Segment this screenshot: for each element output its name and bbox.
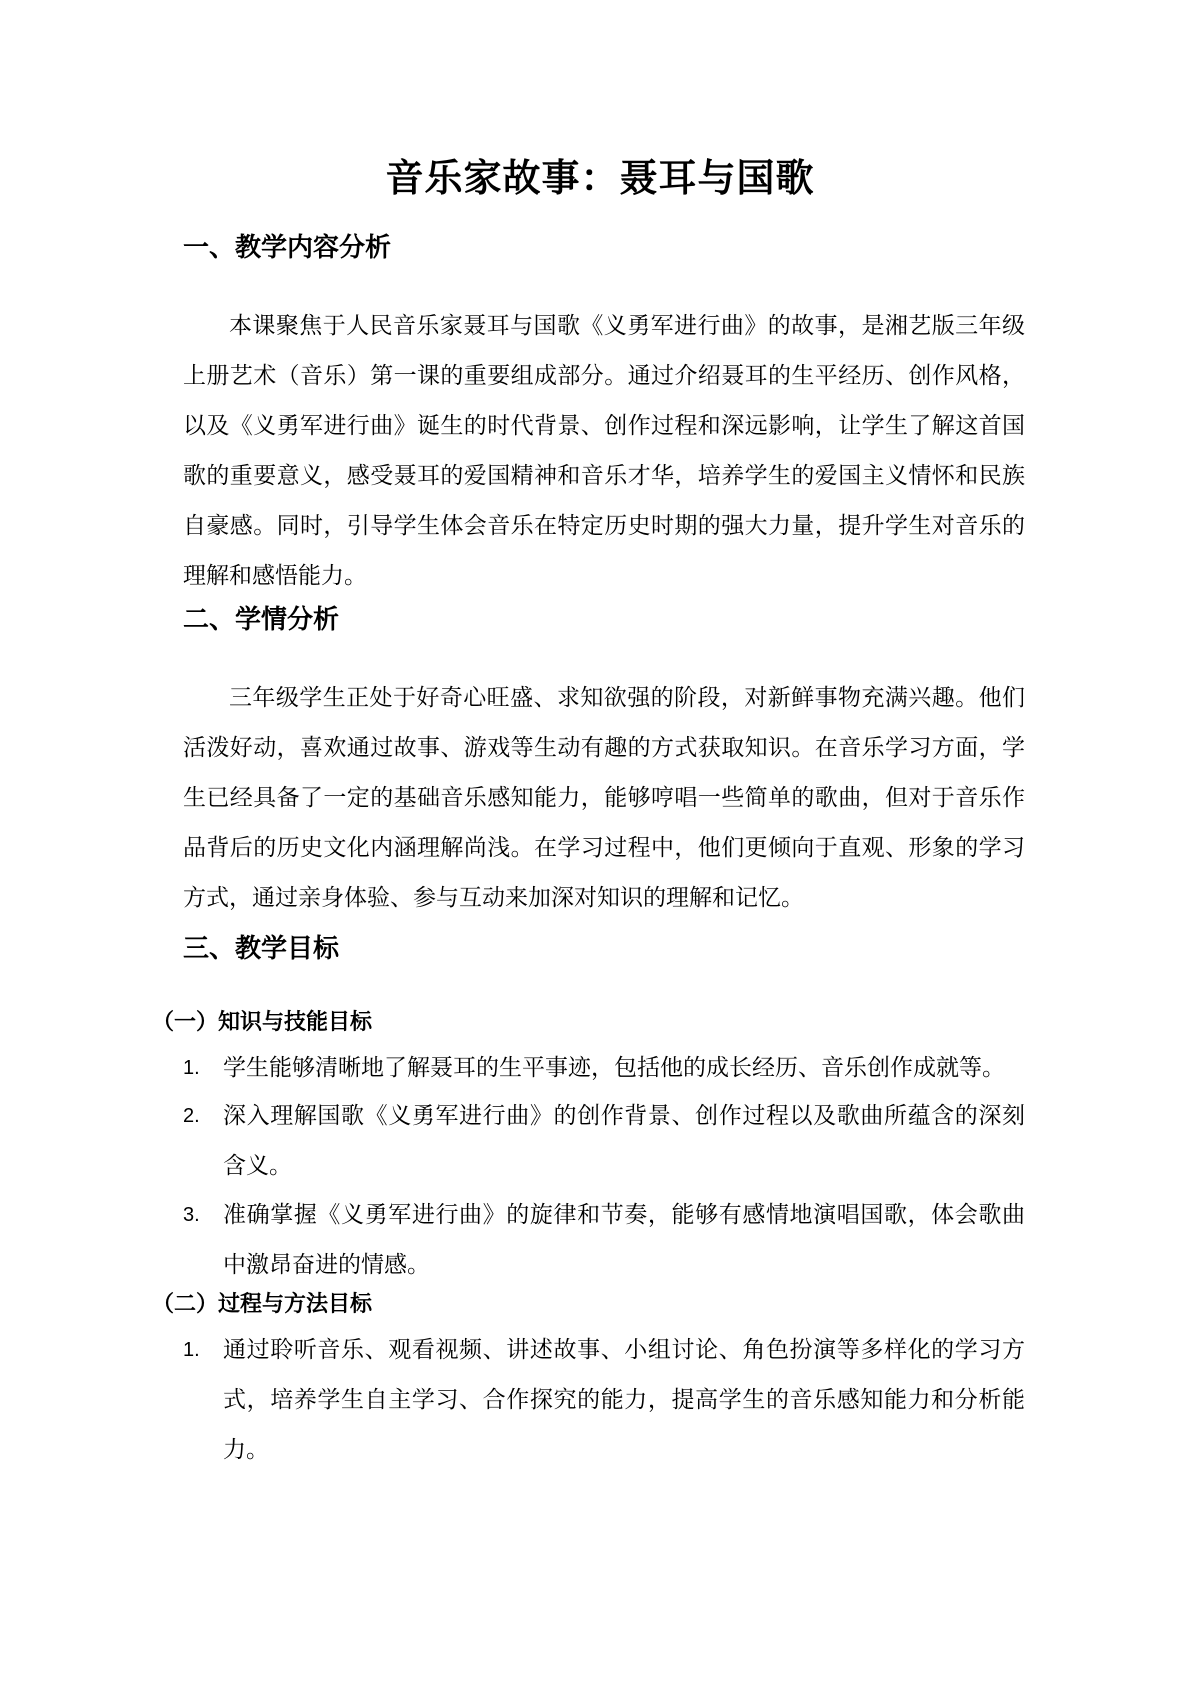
section-heading-teaching-goals: 三、教学目标 bbox=[183, 934, 340, 964]
paragraph-content-analysis: 本课聚焦于人民音乐家聂耳与国歌《义勇军进行曲》的故事，是湘艺版三年级上册艺术（音乐）第一课的重要组成部分。通过介绍聂耳的生平经历、创作风格，以及《义勇军进行曲》诞生的时代背景、创作过程和深远影响，让学生了解这首国歌的重要意义，感受聂耳的爱国精神和音乐才华，培养学生的爱国主义情怀和民族自豪感。同时，引导学生体会音乐在特定历史时期的强大力量，提升学生对音乐的理解和感悟能力。 bbox=[183, 313, 1025, 589]
section-heading-content-analysis: 一、教学内容分析 bbox=[183, 233, 392, 263]
subsection-heading-knowledge-skills: （一）知识与技能目标 bbox=[152, 1010, 373, 1035]
page-title: 音乐家故事：聂耳与国歌 bbox=[385, 156, 815, 200]
list-item-text: 通过聆听音乐、观看视频、讲述故事、小组讨论、角色扮演等多样化的学习方式，培养学生自主学习、合作探究的能力，提高学生的音乐感知能力和分析能力。 bbox=[223, 1337, 1025, 1463]
list-item-text: 准确掌握《义勇军进行曲》的旋律和节奏，能够有感情地演唱国歌，体会歌曲中激昂奋进的情感。 bbox=[223, 1202, 1025, 1278]
list-item-number: 1. bbox=[183, 1339, 200, 1361]
list-item-text: 深入理解国歌《义勇军进行曲》的创作背景、创作过程以及歌曲所蕴含的深刻含义。 bbox=[223, 1103, 1025, 1179]
list-item bbox=[183, 1190, 1025, 1290]
list-item-number: 2. bbox=[183, 1105, 200, 1127]
list-item bbox=[183, 1043, 1025, 1093]
list-item bbox=[183, 1325, 1025, 1475]
list-item bbox=[183, 1091, 1025, 1191]
subsection-heading-process-methods: （二）过程与方法目标 bbox=[152, 1292, 373, 1317]
list-item-number: 3. bbox=[183, 1204, 200, 1226]
list-item-text: 学生能够清晰地了解聂耳的生平事迹，包括他的成长经历、音乐创作成就等。 bbox=[223, 1055, 1005, 1081]
section-heading-student-analysis: 二、学情分析 bbox=[183, 605, 340, 635]
list-item-number: 1. bbox=[183, 1057, 200, 1079]
paragraph-student-analysis: 三年级学生正处于好奇心旺盛、求知欲强的阶段，对新鲜事物充满兴趣。他们活泼好动，喜欢通过故事、游戏等生动有趣的方式获取知识。在音乐学习方面，学生已经具备了一定的基础音乐感知能力，能够哼唱一些简单的歌曲，但对于音乐作品背后的历史文化内涵理解尚浅。在学习过程中，他们更倾向于直观、形象的学习方式，通过亲身体验、参与互动来加深对知识的理解和记忆。 bbox=[183, 685, 1025, 911]
